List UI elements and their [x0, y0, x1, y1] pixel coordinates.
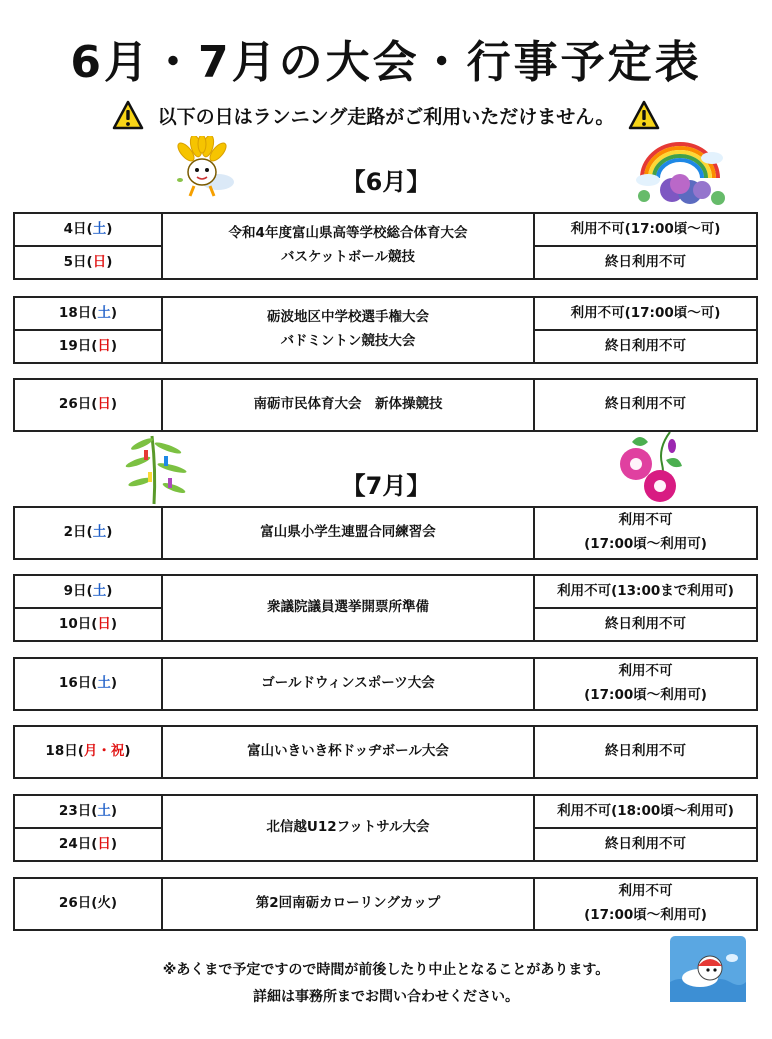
table-row: [14, 726, 757, 778]
event-name-cell: [162, 575, 534, 641]
event-table: [13, 212, 758, 280]
event-name-cell: [162, 726, 534, 778]
event-name: バドミントン競技大会: [280, 333, 416, 349]
event-name: 北信越U12フットサル大会: [266, 819, 430, 836]
event-table: [13, 574, 758, 642]
day-number: 5日: [63, 253, 87, 270]
date-cell: 9日(土): [14, 575, 162, 608]
section-heading-june: 【6月】: [341, 168, 431, 196]
day-number: 9日: [63, 582, 87, 599]
footer-line-1: ※あくまで予定ですので時間が前後したり中止となることがあります。: [162, 962, 610, 978]
date-cell: 5日(日): [14, 246, 162, 279]
event-name-cell: [162, 213, 534, 279]
availability-status: 終日利用不可: [605, 615, 686, 632]
day-number: 24日: [58, 835, 92, 852]
day-number: 23日: [58, 802, 92, 819]
swimmer-icon: [670, 936, 746, 1002]
event-table: [13, 506, 758, 560]
availability-cell: [534, 608, 757, 641]
event-name: 第2回南砺カローリングカップ: [255, 895, 441, 912]
day-of-week: 土: [97, 802, 111, 819]
date-cell: 16日(土): [14, 658, 162, 710]
date-cell: 18日(土): [14, 297, 162, 330]
availability-status: (17:00頃～利用可): [584, 687, 707, 703]
day-number: 16日: [58, 675, 92, 692]
event-table: [13, 296, 758, 364]
date-cell: 26日(火): [14, 878, 162, 930]
availability-status: 利用不可(18:00頃～利用可): [557, 802, 734, 819]
event-name: 富山いきいき杯ドッヂボール大会: [247, 743, 449, 760]
event-name: 令和4年度富山県高等学校総合体育大会: [228, 225, 468, 242]
table-row: [14, 575, 757, 608]
event-name: 南砺市民体育大会 新体操競技: [253, 396, 443, 413]
warning-icon: [628, 100, 660, 130]
availability-cell: [534, 246, 757, 279]
event-table: [13, 378, 758, 432]
availability-cell: [534, 658, 757, 710]
availability-cell: [534, 297, 757, 330]
availability-status: 利用不可(17:00頃～可): [570, 220, 721, 237]
day-of-week: 月・祝: [83, 743, 125, 760]
event-name-cell: [162, 878, 534, 930]
availability-cell: [534, 213, 757, 246]
day-of-week: 土: [97, 304, 111, 321]
footer-line-2: 詳細は事務所までお問い合わせください。: [253, 988, 519, 1005]
notice-text: 以下の日はランニング走路がご利用いただけません。: [157, 105, 615, 128]
day-number: 26日: [58, 895, 92, 912]
warning-icon: [112, 100, 144, 130]
day-number: 18日: [45, 743, 78, 760]
page-title: 6月・7月の大会・行事予定表: [70, 37, 702, 88]
availability-status: 終日利用不可: [605, 337, 686, 354]
event-name-cell: [162, 795, 534, 861]
availability-cell: [534, 726, 757, 778]
table-row: [14, 213, 757, 246]
availability-cell: [534, 379, 757, 431]
table-row: [14, 795, 757, 828]
availability-status: 終日利用不可: [605, 396, 686, 413]
event-table: [13, 794, 758, 862]
availability-status: 利用不可: [618, 883, 673, 900]
availability-status: 利用不可: [618, 663, 673, 680]
day-of-week: 日: [97, 396, 111, 413]
availability-status: 利用不可: [618, 512, 673, 529]
availability-status: 利用不可(17:00頃～可): [570, 304, 721, 321]
event-name: ゴールドウィンスポーツ大会: [261, 675, 435, 692]
day-number: 26日: [58, 396, 92, 413]
availability-status: (17:00頃～利用可): [584, 536, 707, 552]
availability-cell: [534, 878, 757, 930]
availability-status: 終日利用不可: [605, 253, 686, 270]
availability-status: 終日利用不可: [605, 835, 686, 852]
event-name: 衆議院議員選挙開票所準備: [267, 599, 429, 616]
event-name-cell: [162, 658, 534, 710]
availability-cell: [534, 330, 757, 363]
day-number: 18日: [58, 304, 92, 321]
event-name: 砺波地区中学校選手権大会: [267, 309, 429, 326]
day-number: 10日: [58, 615, 92, 632]
event-table: [13, 657, 758, 711]
date-cell: 24日(日): [14, 828, 162, 861]
availability-cell: [534, 507, 757, 559]
date-cell: 19日(日): [14, 330, 162, 363]
table-row: [14, 379, 757, 431]
event-name: バスケットボール競技: [280, 249, 416, 265]
day-of-week: 土: [92, 582, 107, 599]
date-cell: 4日(土): [14, 213, 162, 246]
day-of-week: 土: [92, 220, 107, 237]
event-table: [13, 725, 758, 779]
table-row: [14, 878, 757, 930]
event-name: 富山県小学生連盟合同練習会: [260, 524, 436, 541]
day-number: 19日: [58, 337, 92, 354]
table-row: [14, 507, 757, 559]
day-of-week: 土: [92, 524, 107, 541]
day-number: 2日: [63, 524, 87, 541]
section-heading-july: 【7月】: [341, 472, 431, 500]
day-number: 4日: [63, 220, 87, 237]
availability-cell: [534, 828, 757, 861]
event-table: [13, 877, 758, 931]
notice: [0, 100, 772, 130]
date-cell: 23日(土): [14, 795, 162, 828]
footer-note: [0, 957, 772, 1010]
day-of-week: 日: [97, 337, 111, 354]
date-cell: 2日(土): [14, 507, 162, 559]
availability-cell: [534, 795, 757, 828]
day-of-week: 日: [92, 253, 107, 270]
event-name-cell: [162, 507, 534, 559]
event-name-cell: [162, 379, 534, 431]
date-cell: 18日(月・祝): [14, 726, 162, 778]
availability-status: 利用不可(13:00まで利用可): [557, 582, 734, 599]
availability-cell: [534, 575, 757, 608]
date-cell: 26日(日): [14, 379, 162, 431]
day-of-week: 日: [97, 615, 111, 632]
table-row: [14, 297, 757, 330]
event-name-cell: [162, 297, 534, 363]
availability-status: (17:00頃～利用可): [584, 907, 707, 923]
day-of-week: 土: [97, 675, 111, 692]
day-of-week: 火: [97, 895, 111, 912]
date-cell: 10日(日): [14, 608, 162, 641]
table-row: [14, 658, 757, 710]
day-of-week: 日: [97, 835, 111, 852]
availability-status: 終日利用不可: [605, 743, 686, 760]
